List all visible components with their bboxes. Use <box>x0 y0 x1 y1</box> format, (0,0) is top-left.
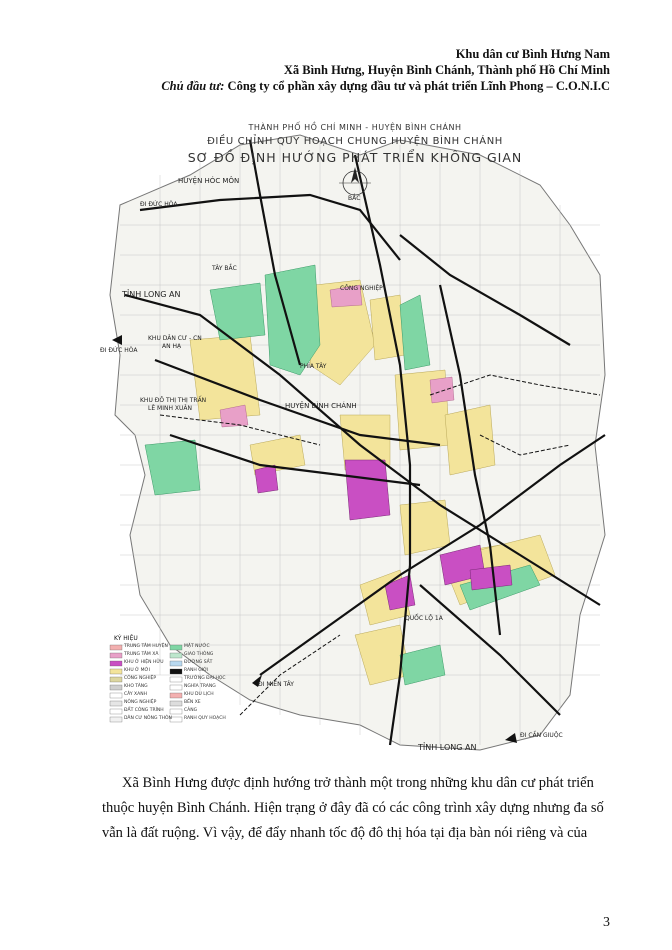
label-di-duc-hoa-mid: ĐI ĐỨC HÒA <box>100 347 138 354</box>
map-title-small: THÀNH PHỐ HỒ CHÍ MINH - HUYỆN BÌNH CHÁNH <box>248 123 462 132</box>
legend-item: TRUNG TÂM HUYỆN <box>124 644 168 649</box>
legend-item: KHU Ở MỚI <box>124 668 150 673</box>
legend-item: NÔNG NGHIỆP <box>124 700 157 705</box>
label-le-minh-xuan: LÊ MINH XUÂN <box>148 405 192 412</box>
document-header <box>161 46 610 94</box>
page-number: 3 <box>603 915 610 930</box>
investor-line <box>161 78 610 94</box>
legend-item: RANH GIỚI <box>184 668 209 673</box>
label-cong-nghiep: CÔNG NGHIỆP <box>340 285 383 292</box>
legend-item: BẾN XE <box>184 700 201 705</box>
legend-item: GIAO THÔNG <box>184 652 214 657</box>
map-title-medium: ĐIỀU CHỈNH QUY HOẠCH CHUNG HUYỆN BÌNH CHÁNH <box>207 136 503 147</box>
label-hoc-mon: HUYỆN HÓC MÔN <box>178 177 240 185</box>
legend-item: TRƯỜNG ĐẠI HỌC <box>184 676 226 681</box>
paragraph-line: Xã Bình Hưng được định hướng trở thành một trong những khu dân cư phát triển <box>122 775 594 791</box>
project-location: Xã Bình Hưng, Huyện Bình Chánh, Thành phố Hồ Chí Minh <box>283 63 610 77</box>
legend-item: DÂN CƯ NÔNG THÔN <box>124 716 172 721</box>
legend-item: KHU Ở HIỆN HỮU <box>124 660 164 665</box>
label-phia-tay: PHÍA TÂY <box>300 363 327 370</box>
label-huyen-binh-chanh: HUYỆN BÌNH CHÁNH <box>285 402 357 410</box>
legend-item: ĐƯỜNG SẮT <box>184 660 213 665</box>
map-title-large: SƠ ĐỒ ĐỊNH HƯỚNG PHÁT TRIỂN KHÔNG GIAN <box>187 150 523 165</box>
label-tinh-long-an-left: TỈNH LONG AN <box>122 290 181 299</box>
investor-label: Chủ đầu tư: <box>161 79 225 93</box>
label-tinh-long-an-bottom: TỈNH LONG AN <box>418 743 477 752</box>
legend-title: KÝ HIỆU <box>114 635 138 642</box>
legend-item: KHO TÀNG <box>124 684 148 689</box>
legend-item: CẢNG <box>184 708 198 713</box>
label-khu-do-thi: KHU ĐÔ THỊ THỊ TRẤN <box>140 397 207 404</box>
legend-item: MẶT NƯỚC <box>184 644 210 649</box>
label-tay-bac: TÂY BẮC <box>212 265 237 272</box>
legend-item: TRUNG TÂM XÃ <box>124 652 159 657</box>
legend-item: RANH QUY HOẠCH <box>184 716 226 721</box>
investor-name: Công ty cổ phần xây dựng đầu tư và phát triển Lĩnh Phong – C.O.N.I.C <box>224 79 610 93</box>
project-name: Khu dân cư Bình Hưng Nam <box>455 47 610 61</box>
legend-item: CÔNG NGHIỆP <box>124 676 157 681</box>
label-ql1: QUỐC LỘ 1A <box>405 615 443 622</box>
paragraph-line: vẫn là đất ruộng. Vì vậy, để đẩy nhanh tốc độ đô thị hóa tại địa bàn nói riêng và của <box>102 825 588 841</box>
label-an-ha: AN HẠ <box>162 343 182 350</box>
label-khu-dan-cu: KHU DÂN CƯ - CN <box>148 335 202 342</box>
label-bac: BẮC <box>348 195 361 202</box>
map-drawing <box>100 115 610 760</box>
legend-item: CÂY XANH <box>124 692 147 697</box>
label-di-duc-hoa-top: ĐI ĐỨC HÒA <box>140 201 178 208</box>
legend-item: KHU DU LỊCH <box>184 692 214 697</box>
body-paragraph <box>102 771 610 846</box>
label-di-can-giuoc: ĐI CẦN GIUỘC <box>520 732 563 739</box>
legend-item: NGHĨA TRANG <box>184 684 216 689</box>
label-di-mien-tay: ĐI MIỀN TÂY <box>258 681 294 688</box>
paragraph-line: thuộc huyện Bình Chánh. Hiện trạng ở đây đã có các công trình xây dựng nhưng đa số <box>102 800 604 816</box>
planning-map <box>100 115 610 760</box>
legend-item: ĐẤT CÔNG TRÌNH <box>124 708 164 713</box>
